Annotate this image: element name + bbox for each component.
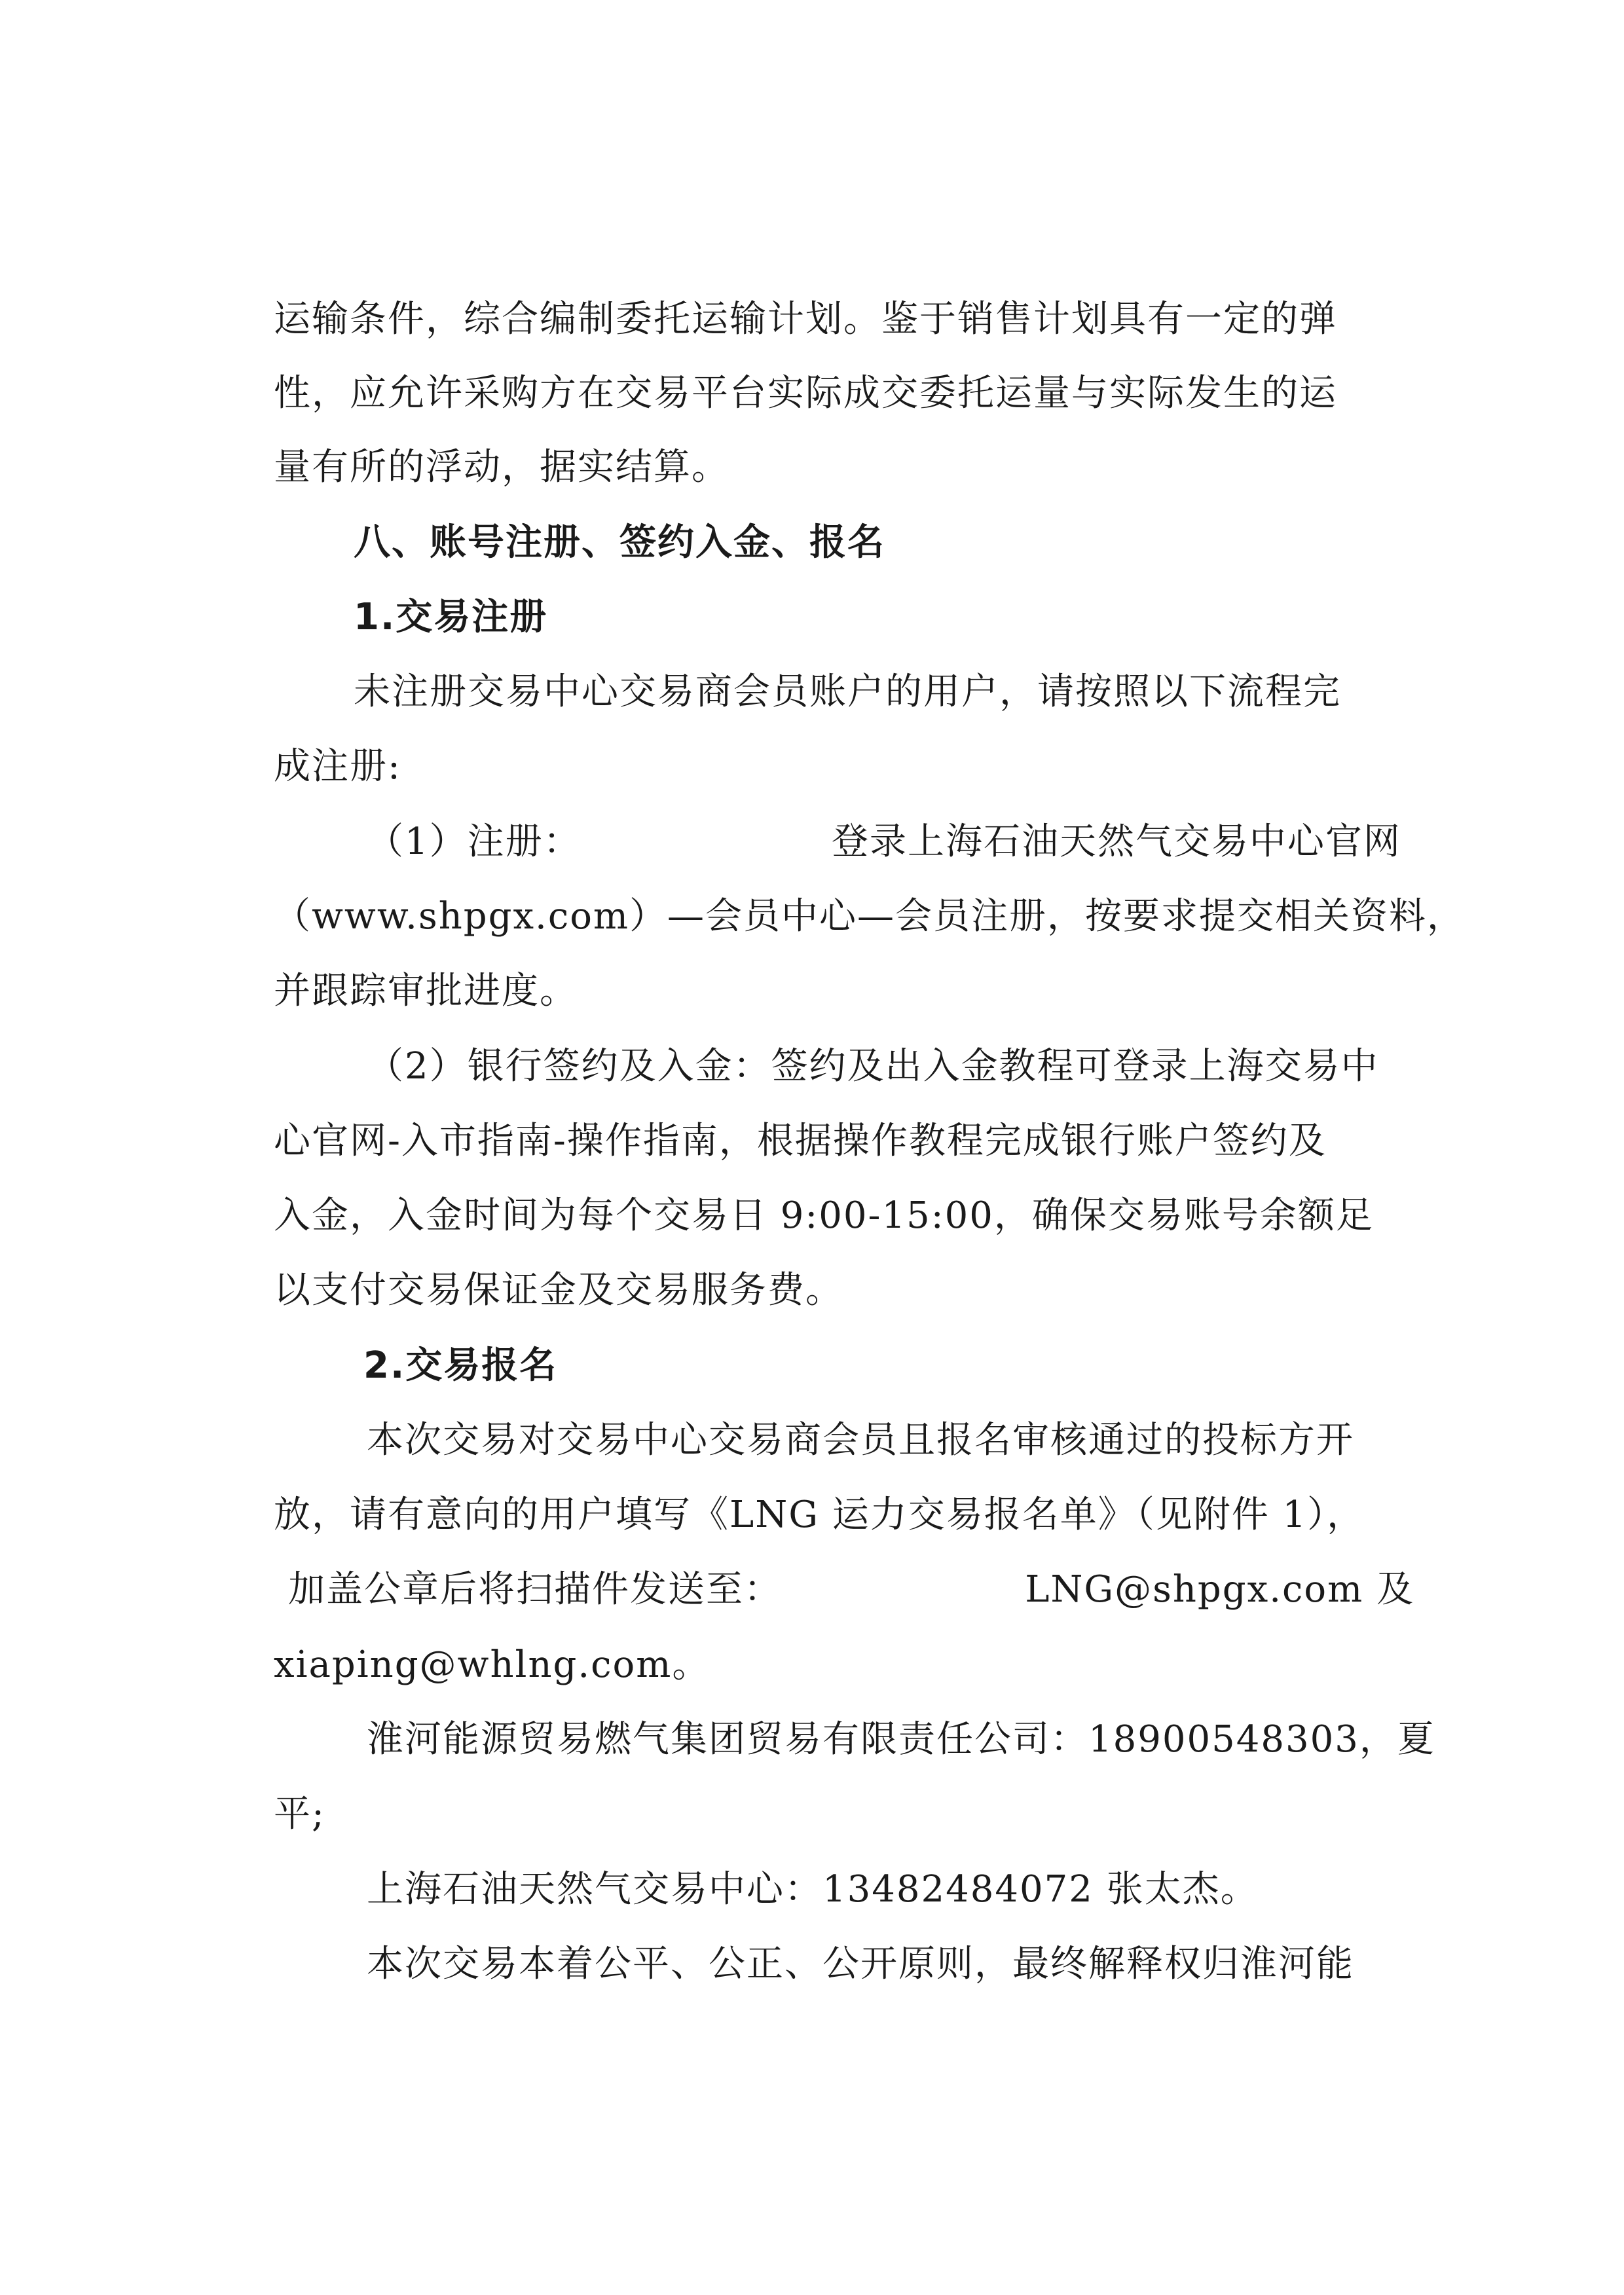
lng-email: LNG@shpgx.com 及 — [1025, 1568, 1414, 1611]
para-signup-line-4: xiaping@whlng.com。 — [274, 1643, 710, 1686]
step-1-line-2: （www.shpgx.com）—会员中心—会员注册，按要求提交相关资料， — [274, 895, 1466, 938]
step-2-line-4: 以支付交易保证金及交易服务费。 — [274, 1269, 843, 1312]
contact-huaihe-line-1: 淮河能源贸易燃气集团贸易有限责任公司：18900548303，夏 — [367, 1718, 1435, 1761]
subheading-trade-registration: 1.交易注册 — [354, 596, 548, 638]
para-registration-line-2: 成注册: — [274, 745, 401, 788]
para-transport-line-3: 量有所的浮动，据实结算。 — [274, 446, 729, 488]
step-2-line-1: （2）银行签约及入金：签约及出入金教程可登录上海交易中 — [367, 1045, 1379, 1088]
step-2-line-2: 心官网-入市指南-操作指南，根据操作教程完成银行账户签约及 — [274, 1120, 1327, 1162]
para-signup-line-1: 本次交易对交易中心交易商会员且报名审核通过的投标方开 — [367, 1419, 1354, 1461]
subheading-trade-signup: 2.交易报名 — [363, 1344, 558, 1387]
para-transport-line-2: 性，应允许采购方在交易平台实际成交委托运量与实际发生的运 — [274, 372, 1337, 414]
section-heading-8: 八、账号注册、签约入金、报名 — [354, 521, 885, 564]
para-transport-line-1: 运输条件，综合编制委托运输计划。鉴于销售计划具有一定的弹 — [274, 298, 1337, 340]
contact-huaihe-line-2: 平; — [274, 1793, 325, 1835]
contact-shpgx: 上海石油天然气交易中心：13482484072 张太杰。 — [367, 1868, 1259, 1911]
step-2-line-3: 入金，入金时间为每个交易日 9:00-15:00，确保交易账号余额足 — [274, 1194, 1374, 1237]
para-signup-line-3-text: 加盖公章后将扫描件发送至： — [288, 1568, 782, 1611]
para-signup-line-2: 放，请有意向的用户填写《LNG 运力交易报名单》（见附件 1）， — [274, 1494, 1365, 1536]
para-registration-line-1: 未注册交易中心交易商会员账户的用户，请按照以下流程完 — [354, 670, 1341, 713]
para-principle-line-1: 本次交易本着公平、公正、公开原则，最终解释权归淮河能 — [367, 1943, 1354, 1985]
step-1-text: 登录上海石油天然气交易中心官网 — [832, 820, 1401, 863]
step-1-line-1 — [367, 816, 1401, 868]
para-signup-line-3 — [288, 1564, 1414, 1616]
step-1-line-3: 并跟踪审批进度。 — [274, 970, 578, 1012]
step-1-label: （1）注册： — [367, 820, 581, 863]
